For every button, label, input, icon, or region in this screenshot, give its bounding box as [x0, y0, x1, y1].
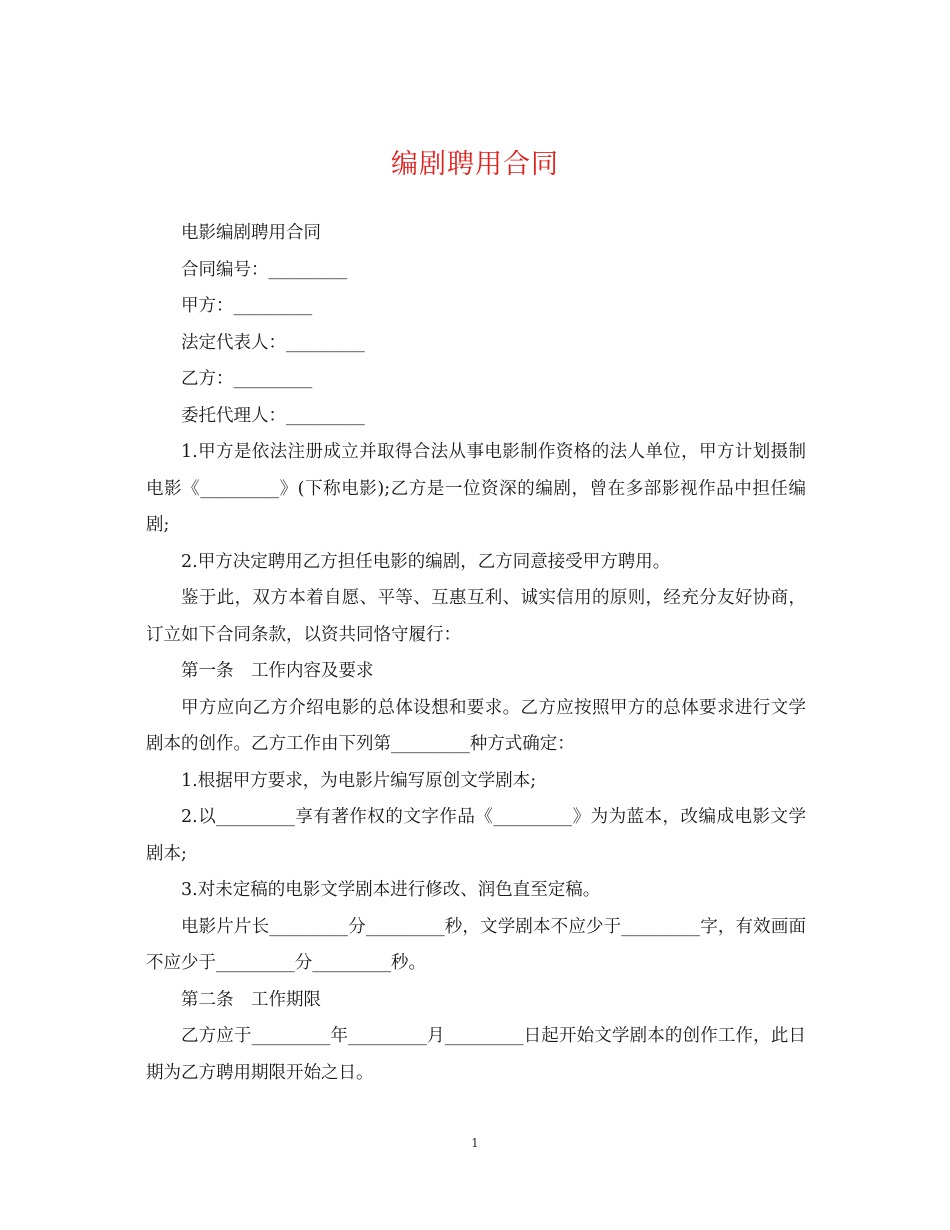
paragraph-subtitle: 电影编剧聘用合同 — [181, 223, 321, 243]
paragraph-method-2: 2.以_________享有著作权的文字作品《_________》为为蓝本，改编成电影文学剧本; — [146, 807, 806, 864]
paragraph-legal-representative: 法定代表人：_________ — [181, 332, 365, 353]
paragraph-article-2-body: 乙方应于_________年_________月_________日起开始文学剧本的创作工作，此日期为乙方聘用期限开始之日。 — [146, 1026, 806, 1083]
paragraph-whereas: 鉴于此，双方本着自愿、平等、互惠互利、诚实信用的原则，经充分友好协商，订立如下合同条款，以资共同恪守履行： — [146, 588, 806, 645]
paragraph-film-length: 电影片片长_________分_________秒，文学剧本不应少于_________字，有效画面不应少于_________分_________秒。 — [146, 916, 806, 973]
paragraph-recital-1: 1.甲方是依法注册成立并取得合法从事电影制作资格的法人单位，甲方计划摄制电影《_________》(下称电影);乙方是一位资深的编剧，曾在多部影视作品中担任编剧; — [146, 442, 806, 535]
paragraph-article-1-body: 甲方应向乙方介绍电影的总体设想和要求。乙方应按照甲方的总体要求进行文学剧本的创作。乙方工作由下列第_________种方式确定： — [146, 697, 806, 754]
document-title: 编剧聘用合同 — [391, 149, 559, 180]
paragraph-party-b: 乙方：_________ — [181, 369, 313, 389]
paragraph-contract-number: 合同编号：_________ — [181, 259, 348, 280]
paragraph-method-1: 1.根据甲方要求，为电影片编写原创文学剧本; — [181, 770, 537, 791]
paragraph-authorized-agent: 委托代理人：_________ — [181, 405, 365, 426]
paragraph-party-a: 甲方：_________ — [181, 296, 313, 316]
document-body — [146, 215, 806, 1091]
page-number: 1 — [471, 1136, 479, 1150]
paragraph-method-3: 3.对未定稿的电影文学剧本进行修改、润色直至定稿。 — [181, 880, 601, 900]
article-2-heading: 第二条 工作期限 — [181, 989, 321, 1010]
paragraph-recital-2: 2.甲方决定聘用乙方担任电影的编剧，乙方同意接受甲方聘用。 — [181, 551, 671, 572]
article-1-heading: 第一条 工作内容及要求 — [181, 661, 374, 681]
